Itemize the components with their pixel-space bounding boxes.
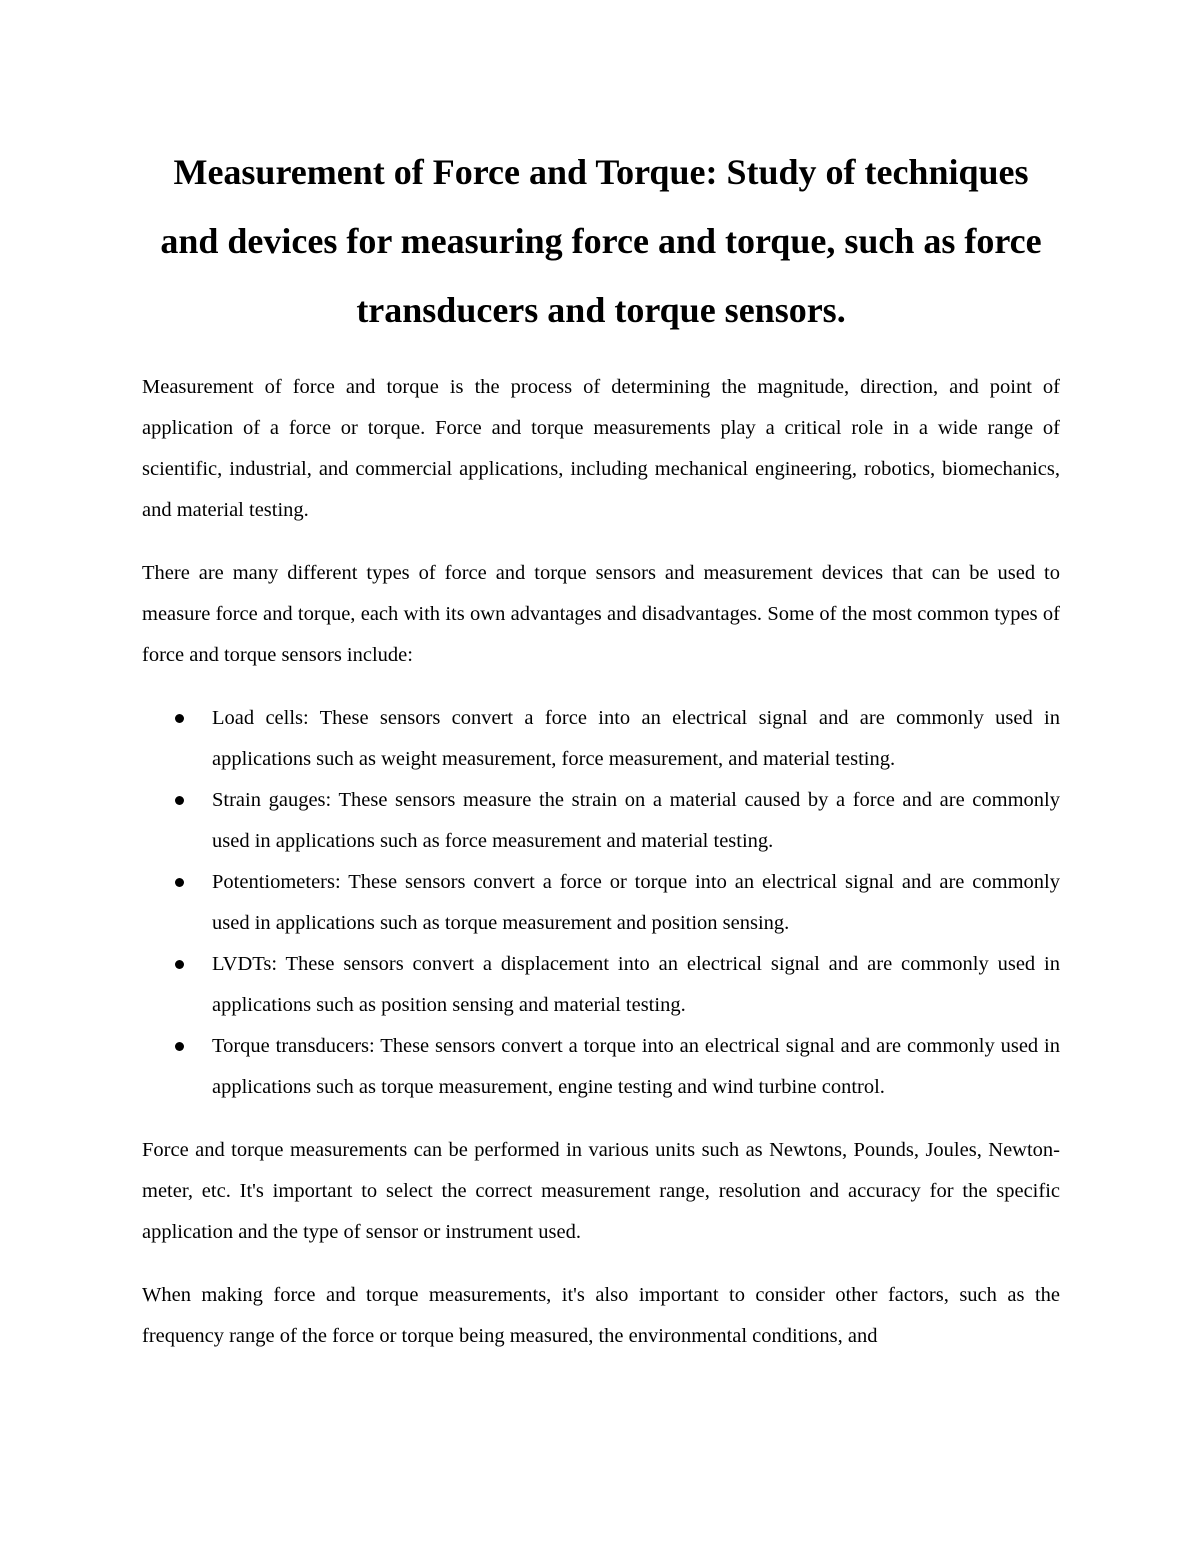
list-item-text: Load cells: These sensors convert a force into an electrical signal and are commonly used in applications such as weight measurement, force measurement, and material testing. (212, 707, 1060, 770)
bullet-icon (175, 796, 184, 805)
considerations-paragraph: When making force and torque measurements, it's also important to consider other factors, such as the frequency range of the force or torque being measured, the environmental conditions, and (142, 1284, 1060, 1347)
bullet-icon (175, 960, 184, 969)
units-paragraph: Force and torque measurements can be performed in various units such as Newtons, Pounds, Joules, Newton-meter, etc. It's important to select the correct measurement range, resolution and accuracy for the specific application and the type of sensor or instrument used. (142, 1139, 1060, 1243)
list-item (142, 698, 1060, 780)
bullet-icon (175, 1042, 184, 1051)
sensor-types-paragraph: There are many different types of force and torque sensors and measurement devices that can be used to measure force and torque, each with its own advantages and disadvantages. Some of the most common types of force and torque sensors include: (142, 562, 1060, 666)
document-body (142, 138, 1060, 1379)
list-item-text: Potentiometers: These sensors convert a force or torque into an electrical signal and are commonly used in applications such as torque measurement and position sensing. (212, 871, 1060, 934)
sensor-types-list (142, 698, 1060, 1108)
list-item (142, 862, 1060, 944)
bullet-icon (175, 714, 184, 723)
list-item-text: LVDTs: These sensors convert a displacement into an electrical signal and are commonly used in applications such as position sensing and material testing. (212, 953, 1060, 1016)
intro-paragraph: Measurement of force and torque is the process of determining the magnitude, direction, and point of application of a force or torque. Force and torque measurements play a critical role in a wide range of scientific, industrial, and commercial applications, including mechanical engineering, robotics, biomechanics, and material testing. (142, 376, 1060, 521)
list-item (142, 1026, 1060, 1108)
list-item (142, 944, 1060, 1026)
document-title: Measurement of Force and Torque: Study of techniques and devices for measuring force and torque, such as force transducers and torque sensors. (160, 152, 1042, 330)
list-item (142, 780, 1060, 862)
list-item-text: Torque transducers: These sensors convert a torque into an electrical signal and are commonly used in applications such as torque measurement, engine testing and wind turbine control. (212, 1035, 1060, 1098)
list-item-text: Strain gauges: These sensors measure the strain on a material caused by a force and are commonly used in applications such as force measurement and material testing. (212, 789, 1060, 852)
bullet-icon (175, 878, 184, 887)
